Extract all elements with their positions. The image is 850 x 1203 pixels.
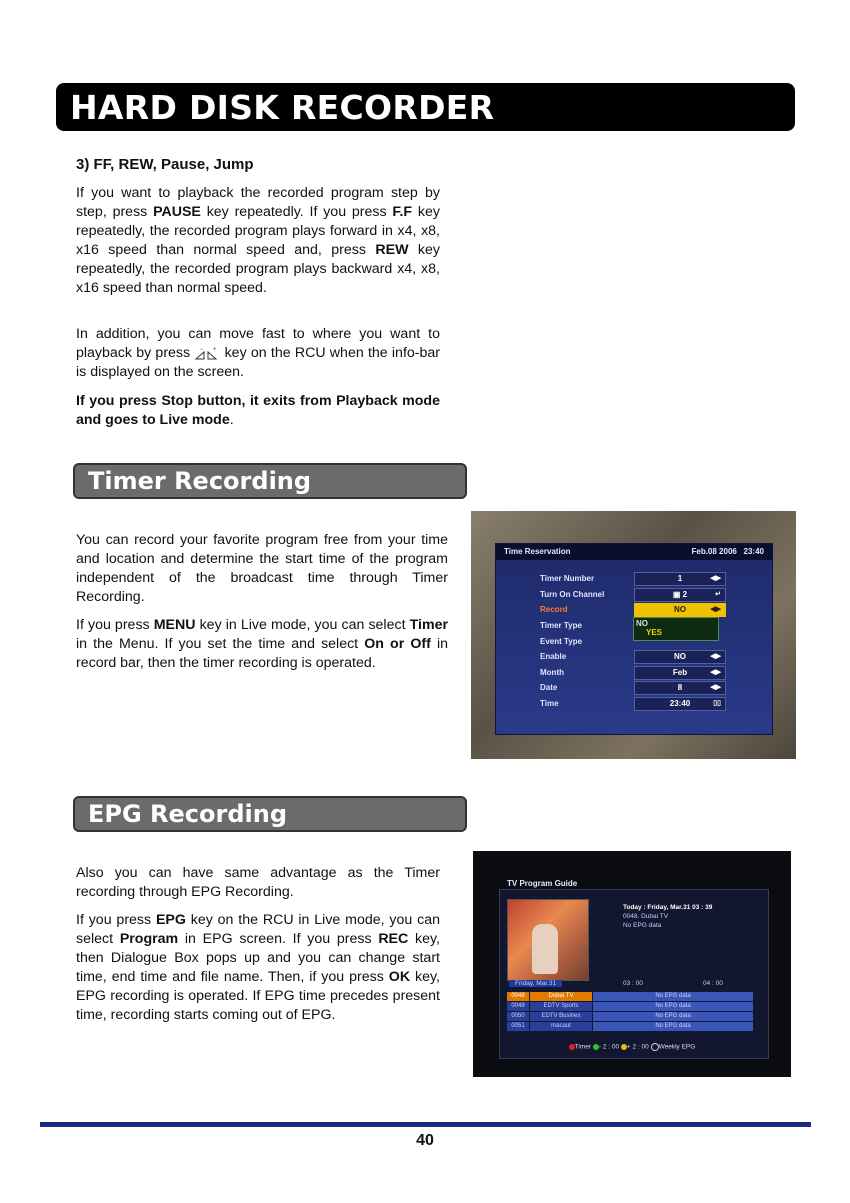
panel-title: Time Reservation: [504, 547, 571, 556]
timeline: Friday, Mar.31 03 : 00 04 : 00: [507, 979, 767, 989]
row-timer-type: Timer Type: [540, 621, 582, 630]
timer-paragraph-2: If you press MENU key in Live mode, you can select Timer in the Menu. If you set the time and select On or Off in record bar, then the timer recording is operated.: [76, 617, 449, 671]
tv-icon: ▣: [672, 590, 681, 599]
svg-text:−: −: [200, 347, 204, 354]
row-event-type: Event Type: [540, 637, 583, 646]
page-number: 40: [416, 1132, 434, 1149]
epg-row: 0049 EDTV Sports No EPG data: [507, 1002, 759, 1011]
white-dot-icon: [651, 1043, 659, 1051]
row-month: Month Feb ◀▶: [540, 666, 728, 680]
epg-paragraph-1: Also you can have same advantage as the Timer recording through EPG Recording.: [76, 865, 440, 900]
stop-paragraph: If you press Stop button, it exits from Playback mode and goes to Live mode.: [76, 393, 440, 428]
row-turn-on-channel: Turn On Channel ▣ 2 ↵: [540, 588, 728, 602]
epg-recording-header: EPG Recording: [73, 796, 467, 832]
row-date: Date 8 ◀▶: [540, 681, 728, 695]
epg-legend: Timer - 2 : 00 + 2 : 00 Weekly EPG: [473, 1043, 791, 1051]
row-time: Time 23:40 ▯▯: [540, 697, 728, 711]
record-dropdown: NO YES: [633, 617, 719, 641]
panel-date: Feb.08 2006: [691, 547, 737, 556]
epg-row: 0048 Dubai TV No EPG data: [507, 992, 759, 1001]
epg-screenshot: [473, 851, 791, 1077]
page-title: HARD DISK RECORDER: [70, 88, 495, 127]
ff-paragraph: If you want to playback the recorded program step by step, press PAUSE key repeatedly. If you press F.F key repeatedly, the recorded program plays forward in x4, x8, x16 speed than normal speed and, press REW key repeatedly, the recorded program plays backward x4, x8, x16 speed than normal speed.: [76, 185, 440, 296]
panel-clock: 23:40: [743, 547, 764, 556]
timer-recording-header: Timer Recording: [73, 463, 467, 499]
footer-divider: [40, 1122, 811, 1127]
svg-text:+: +: [213, 347, 217, 354]
row-timer-number: Timer Number 1 ◀▶: [540, 572, 728, 586]
preview-video: [507, 899, 589, 981]
row-record: Record NO ◀▶: [540, 603, 728, 617]
epg-row: 0051 macaut No EPG data: [507, 1022, 759, 1031]
header-bar: [56, 83, 795, 131]
row-enable: Enable NO ◀▶: [540, 650, 728, 664]
guide-title: TV Program Guide: [507, 879, 578, 888]
section-heading-ff: 3) FF, REW, Pause, Jump: [76, 156, 254, 173]
timer-paragraph-1: You can record your favorite program free from your time and location and determine the start time of the program independent of the broadcast time through Timer Recording.: [76, 532, 448, 605]
timer-screenshot: [471, 511, 796, 759]
epg-paragraph-2: If you press EPG key on the RCU in Live mode, you can select Program in EPG screen. If you press REC key, then Dialogue Box pops up and you can change start time, end time and file name. Then, if you press OK key, EPG recording is operated. If EPG time precedes present time, recording starts coming out of EPG.: [76, 912, 440, 1023]
epg-row: 0050 EDTV Busines No EPG data: [507, 1012, 759, 1021]
program-info: Today : Friday, Mar.31 03 : 39 0048. Dubai TV No EPG data: [623, 904, 713, 929]
jump-key-icon: [194, 346, 220, 360]
jump-paragraph: In addition, you can move fast to where you want to playback by press − + key on the RCU when the info-bar is displayed on the screen.: [76, 326, 441, 380]
